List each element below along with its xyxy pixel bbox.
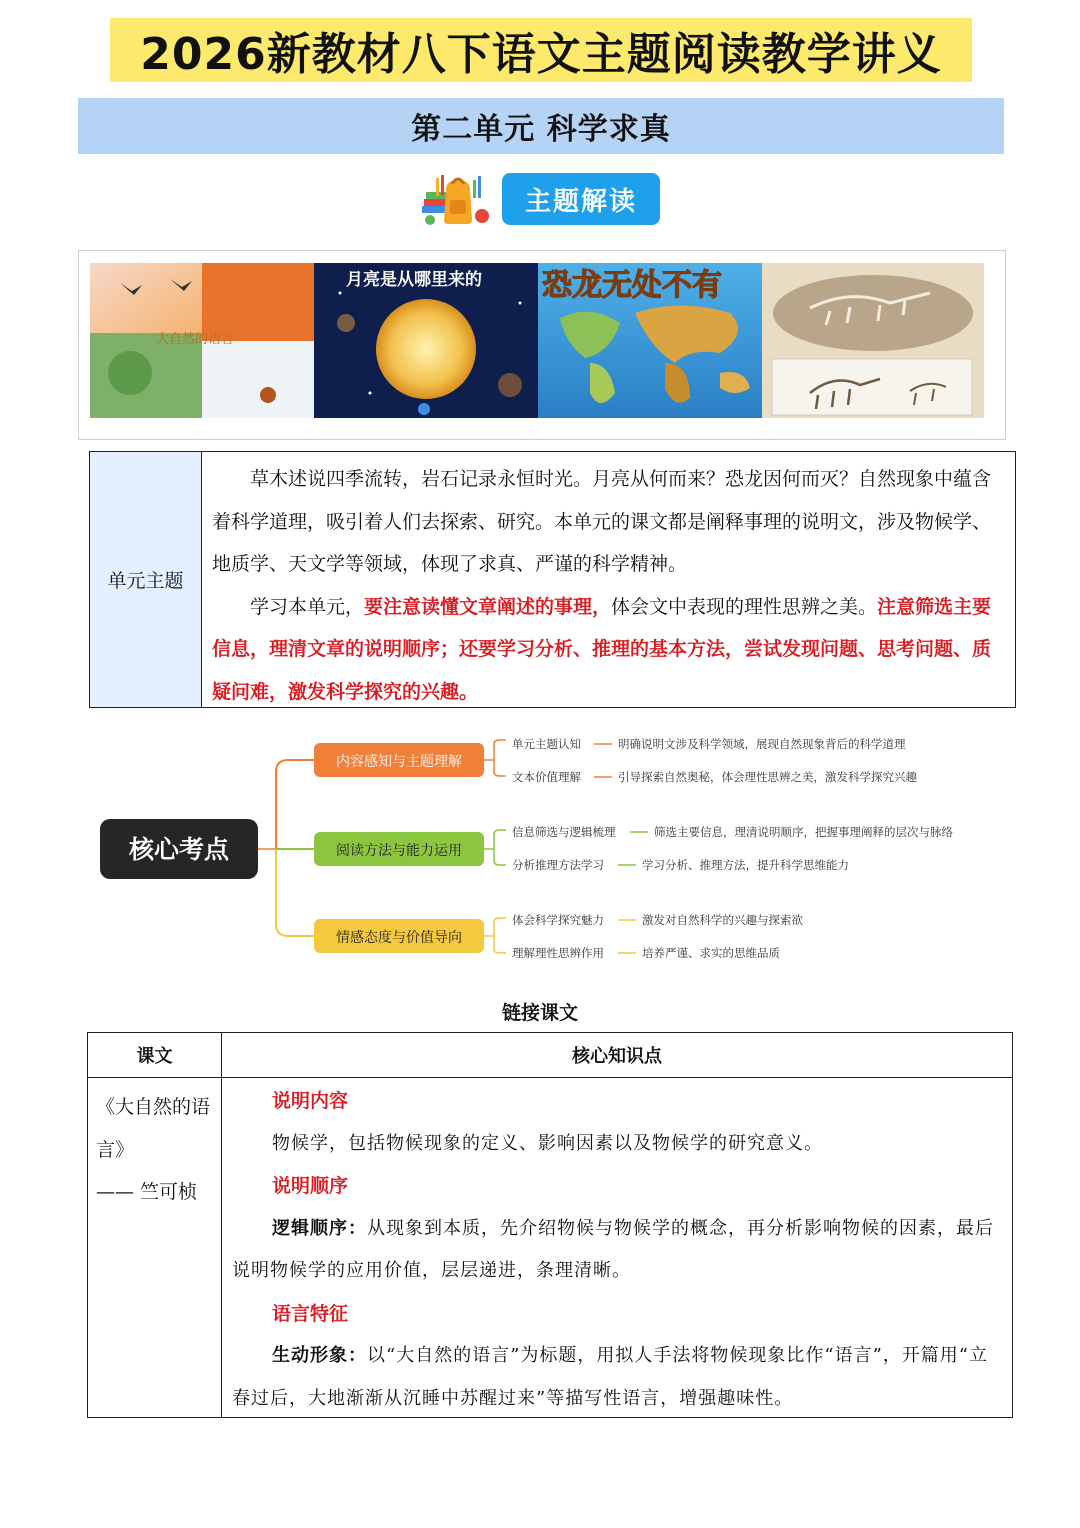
language-text: 生动形象：以“大自然的语言”为标题，用拟人手法将物候现象比作“语言”，开篇用“立春过后，大地渐渐从沉睡中苏醒过来”等描写性语言，增强趣味性。 (232, 1345, 989, 1409)
mindmap-leaf-3-1-detail: 激发对自然科学的兴趣与探索欲 (642, 913, 803, 927)
content-heading: 说明内容 (272, 1090, 349, 1112)
moon-origin-caption: 月亮是从哪里来的 (346, 270, 482, 290)
nature-language-panel (90, 263, 314, 418)
linked-lesson-title: 链接课文 (501, 1002, 578, 1024)
mindmap-leaf-3-1-topic: 体会科学探究魅力 (512, 913, 604, 927)
unit-theme-label: 单元主题 (90, 452, 202, 707)
mindmap-leaf-2-2-detail: 学习分析、推理方法，提升科学思维能力 (642, 858, 849, 872)
unit-title: 第二单元 科学求真 (411, 112, 671, 147)
mindmap-branch-3-label: 情感态度与价值导向 (336, 930, 462, 946)
mindmap-leaf-3-2-detail: 培养严谨、求实的思维品质 (642, 946, 780, 960)
mindmap-leaf-1-1-detail: 明确说明文涉及科学领域，展现自然现象背后的科学道理 (618, 737, 906, 751)
theme-interpretation-badge: 主题解读 (502, 173, 660, 225)
knowledge-table (87, 1032, 1013, 1418)
mindmap-leaf-2-2-topic: 分析推理方法学习 (512, 858, 604, 872)
nature-language-caption: 大自然的语言 (156, 332, 235, 347)
unit-theme-paragraph-1: 草木述说四季流转，岩石记录永恒时光。月亮从何而来？恐龙因何而灭？自然现象中蕴含着科学道理，吸引着人们去探索、研究。本单元的课文都是阐释事理的说明文，涉及物候学、地质学、天文学等领域，体现了求真、严谨的科学精神。 (212, 468, 992, 575)
mindmap-leaf-1-1-topic: 单元主题认知 (512, 737, 581, 751)
knowledge-table-row (88, 1078, 1012, 1417)
header-lesson: 课文 (88, 1033, 222, 1077)
header-banner (110, 18, 972, 82)
header-knowledge-points: 核心知识点 (572, 1046, 662, 1067)
mindmap-leaf-3-2-topic: 理解理性思辨作用 (512, 946, 604, 960)
mindmap-leaf-1-2-detail: 引导探索自然奥秘，体会理性思辨之美，激发科学探究兴趣 (618, 770, 917, 784)
core-points-mindmap (96, 728, 996, 968)
unit-theme-table (89, 451, 1016, 708)
mindmap-leaf-2-1-topic: 信息筛选与逻辑梳理 (512, 825, 616, 839)
order-text: 逻辑顺序：从现象到本质，先介绍物候与物候学的概念，再分析影响物候的因素，最后说明物候学的应用价值，层层递进，条理清晰。 (232, 1217, 994, 1281)
lesson-author: —— 竺可桢 (96, 1181, 198, 1203)
knowledge-table-header (88, 1033, 1012, 1078)
mindmap-branch-1-label: 内容感知与主题理解 (336, 754, 462, 770)
unit-bar (78, 98, 1004, 154)
mindmap-branch-2-label: 阅读方法与能力运用 (336, 843, 462, 859)
lesson-cell (88, 1078, 222, 1417)
lesson-title-line-1: 《大自然的语 (96, 1096, 211, 1118)
fossil-panel (762, 263, 984, 418)
unit-theme-paragraph-2: 学习本单元，要注意读懂文章阐述的事理，体会文中表现的理性思辨之美。注意筛选主要信息，理清文章的说明顺序；还要学习分析、推理的基本方法，尝试发现问题、思考问题、质疑问难，激发科学探究的兴趣。 (212, 595, 992, 703)
knowledge-cell (222, 1078, 1012, 1417)
lesson-banner (90, 263, 984, 418)
language-heading: 语言特征 (272, 1302, 349, 1325)
theme-badge-row (418, 170, 660, 228)
dinosaur-everywhere-caption: 恐龙无处不有 (542, 268, 722, 303)
order-heading: 说明顺序 (272, 1175, 349, 1197)
mindmap-root-label: 核心考点 (128, 835, 230, 864)
backpack-icon (418, 170, 496, 228)
unit-theme-text (202, 452, 1015, 707)
lesson-title-line-2: 言》 (96, 1138, 135, 1161)
dinosaur-everywhere-panel (538, 263, 762, 418)
page-title: 2026新教材八下语文主题阅读教学讲义 (140, 29, 942, 80)
mindmap-leaf-1-2-topic: 文本价值理解 (512, 770, 581, 784)
mindmap-leaf-2-1-detail: 筛选主要信息，理清说明顺序，把握事理阐释的层次与脉络 (654, 825, 953, 839)
moon-origin-panel (314, 263, 538, 418)
content-text: 物候学，包括物候现象的定义、影响因素以及物候学的研究意义。 (272, 1132, 823, 1154)
